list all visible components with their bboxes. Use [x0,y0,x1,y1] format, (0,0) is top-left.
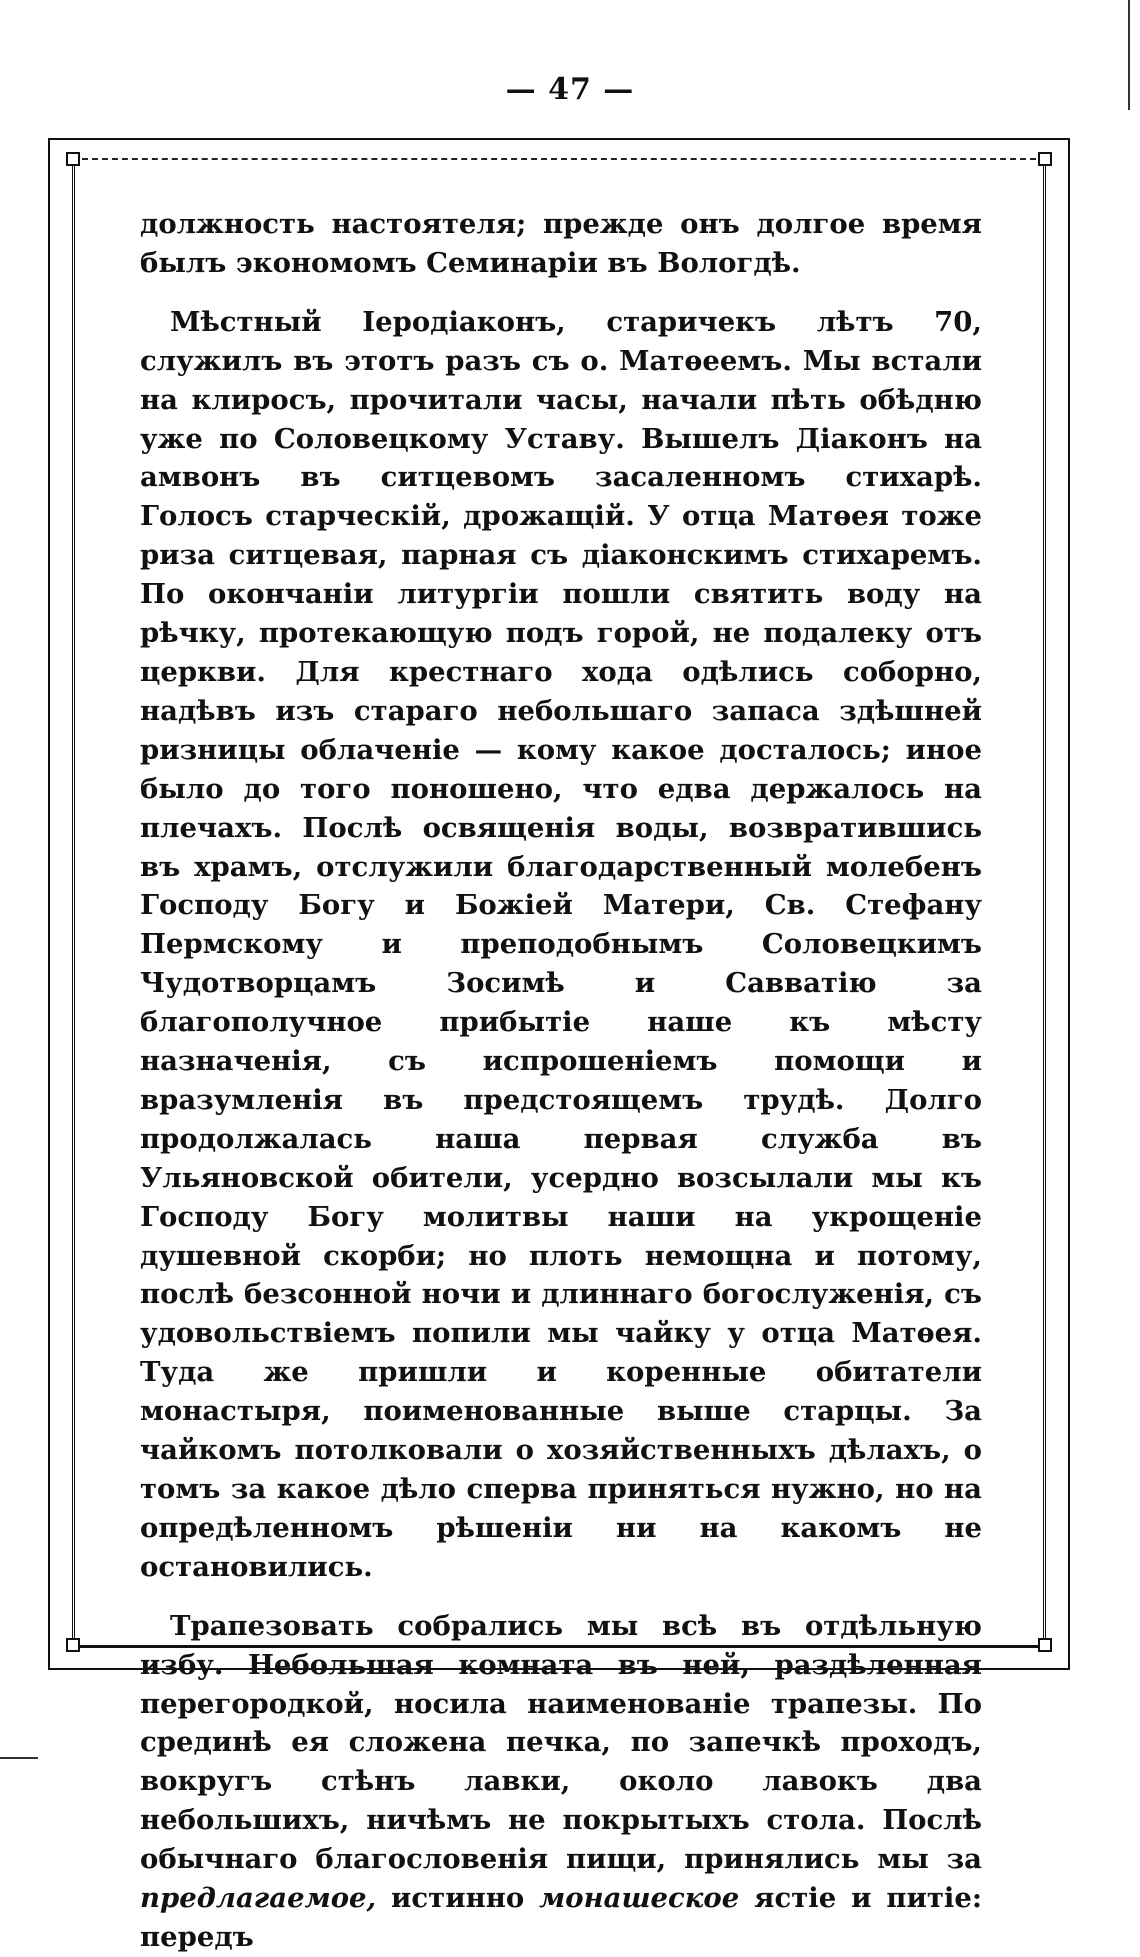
paragraph-3-text: Трапезовать собрались мы всѣ въ отдѣльную избу. Небольшая комната въ ней, раздѣленная перегородкой, носила наименованіе трапезы. По срединѣ ея сложена печка, по запечкѣ проходъ, вокругъ стѣнъ лавки, около лавокъ два небольшихъ, ничѣмъ не покрытыхъ стола. Послѣ обычнаго благословенія пищи, принялись мы за [140,1609,982,1876]
paragraph-3-end: ястіе и питіе: передъ [140,1882,983,1953]
body-text [140,205,982,1957]
border-corner-ornament [66,152,80,166]
paragraph-2 [140,303,982,1587]
scan-edge-line [0,1757,38,1759]
paragraph-2-text: Мѣстный Іеродіаконъ, старичекъ лѣтъ 70, служилъ въ этотъ разъ съ о. Матѳеемъ. Мы встали на клиросъ, прочитали часы, начали пѣть обѣдню уже по Соловецкому Уставу. Вышелъ Діаконъ на амвонъ въ ситцевомъ засаленномъ стихарѣ. Голосъ старческій, дрожащій. У отца Матѳея тоже риза ситцевая, парная съ діаконскимъ стихаремъ. По окончаніи литургіи пошли святить воду на рѣчку, протекающую подъ горой, не подалеку отъ церкви. Для крестнаго хода одѣлись соборно, надѣвъ изъ стараго небольшаго запаса здѣшней ризницы облаченіе — кому какое досталось; иное было до того поношено, что едва держалось на плечахъ. Послѣ освященія воды, возвратившись въ храмъ, отслужили благодарственный молебенъ Господу Богу и Божіей Матери, Св. Стефану Пермскому и преподобнымъ Соловецкимъ Чудотворцамъ Зосимѣ и Савватію за благополучное прибытіе наше къ мѣсту назначенія, съ испрошеніемъ помощи и вразумленія въ предстоящемъ трудѣ. Долго продолжалась наша первая служба въ Ульяновской обители, усердно возсылали мы къ Господу Богу молитвы наши на укрощеніе душевной скорби; но плоть немощна и потому, послѣ безсонной ночи и длиннаго богослуженія, съ удовольствіемъ попили мы чайку у отца Матѳея. Туда же пришли и коренные обитатели монастыря, поименованные выше старцы. За чайкомъ потолковали о хозяйственныхъ дѣлахъ, о томъ за какое дѣло сперва приняться нужно, но на опредѣленномъ рѣшеніи ни на какомъ не остановились. [140,305,982,1583]
border-corner-ornament [1038,1638,1052,1652]
italic-word-monasheskoe: монашеское [539,1882,740,1915]
border-corner-ornament [1038,152,1052,166]
paragraph-1: должность настоятеля; прежде онъ долгое время былъ экономомъ Семинаріи въ Вологдѣ. [140,208,982,279]
page-number: — 47 — [505,72,635,107]
border-corner-ornament [66,1638,80,1652]
italic-word-predlagaemoe: предлагаемое, [140,1882,377,1915]
scan-edge-line [1128,0,1130,110]
paragraph-3 [140,1607,982,1957]
paragraph-3-mid: истинно [391,1882,525,1915]
